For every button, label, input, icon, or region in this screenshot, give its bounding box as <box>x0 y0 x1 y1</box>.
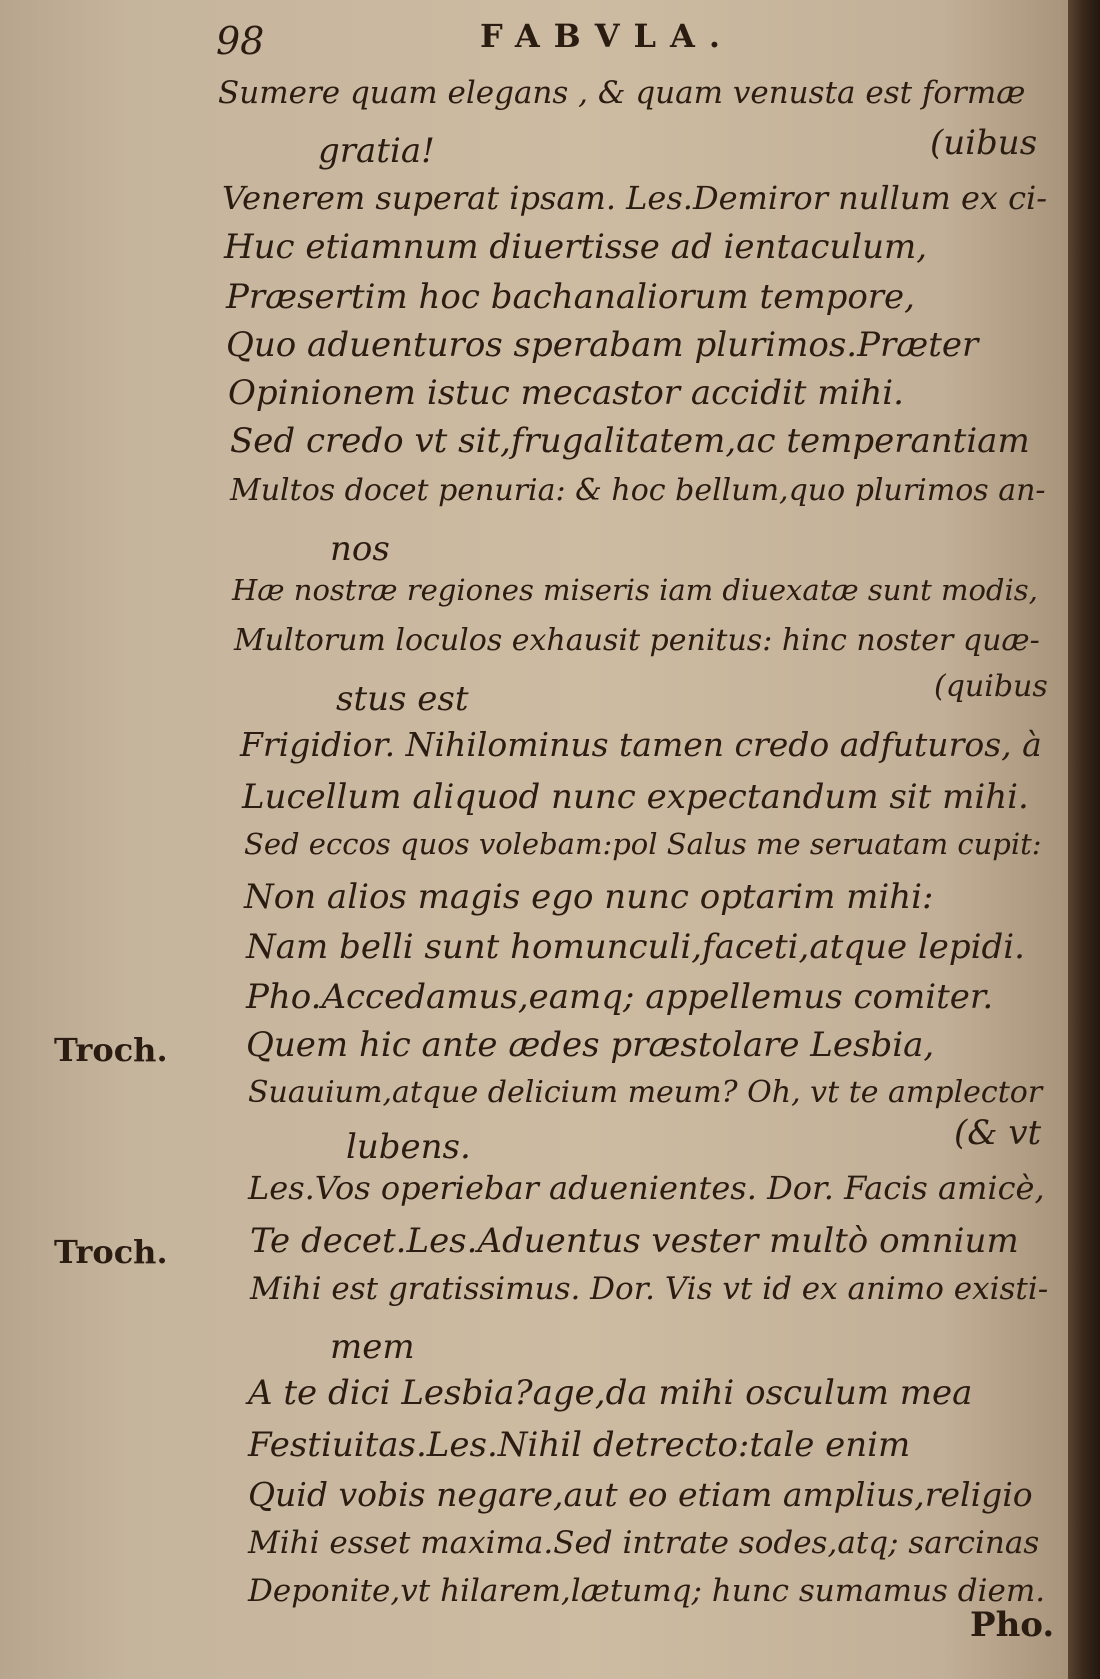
text-line: Deponite,vt hilarem,lætumq; hunc sumamus diem. <box>248 1573 1046 1609</box>
text-line: Mihi esset maxima.Sed intrate sodes,atq; sarcinas <box>248 1525 1040 1561</box>
text-line: Sed credo vt sit,frugalitatem,ac temperantiam <box>230 421 1030 461</box>
text-line: Suauium,atque delicium meum? Oh, vt te amplector <box>248 1075 1043 1110</box>
page-number: 98 <box>216 19 265 63</box>
text-line: Frigidior. Nihilominus tamen credo adfuturos, à <box>240 725 1042 764</box>
catchword: Pho. <box>970 1605 1055 1645</box>
text-line: Quid vobis negare,aut eo etiam amplius,religio <box>248 1475 1033 1514</box>
text-line: Mihi est gratissimus. Dor. Vis vt id ex animo existi- <box>250 1271 1049 1307</box>
text-line: Non alios magis ego nunc optarim mihi: <box>244 877 934 917</box>
margin-note: Troch. <box>54 1031 168 1069</box>
text-line: (quibus <box>934 669 1048 704</box>
text-line: A te dici Lesbia?age,da mihi osculum mea <box>248 1373 973 1413</box>
text-line: Festiuitas.Les.Nihil detrecto:tale enim <box>248 1425 911 1465</box>
text-line: stus est <box>336 679 469 719</box>
book-spine-shadow <box>1068 0 1100 1679</box>
text-line: Venerem superat ipsam. Les.Demiror nullum ex ci- <box>222 179 1048 217</box>
running-head: FABVLA. <box>480 17 735 55</box>
text-line: mem <box>330 1327 415 1367</box>
text-line: Lucellum aliquod nunc expectandum sit mihi. <box>242 777 1029 817</box>
text-line: Pho.Accedamus,eamq; appellemus comiter. <box>246 977 994 1017</box>
page-header <box>0 0 1068 63</box>
text-line: Præsertim hoc bachanaliorum tempore, <box>226 277 915 317</box>
text-line: Nam belli sunt homunculi,faceti,atque lepidi. <box>246 927 1025 967</box>
text-line: Les.Vos operiebar aduenientes. Dor. Facis amicè, <box>248 1169 1045 1207</box>
text-line: Hæ nostræ regiones miseris iam diuexatæ sunt modis, <box>232 573 1038 607</box>
text-line: lubens. <box>346 1127 471 1167</box>
text-line: Sed eccos quos volebam:pol Salus me seruatam cupit: <box>244 827 1042 861</box>
text-line: Multorum loculos exhausit penitus: hinc noster quæ- <box>234 623 1040 658</box>
text-line: (& vt <box>954 1113 1042 1153</box>
text-line: Opinionem istuc mecastor accidit mihi. <box>228 373 904 413</box>
text-line: nos <box>330 529 390 569</box>
text-line: Sumere quam elegans , & quam venusta est formæ <box>218 75 1026 111</box>
text-line: Huc etiamnum diuertisse ad ientaculum, <box>224 227 928 267</box>
text-line: Quo aduenturos sperabam plurimos.Præter <box>226 325 979 365</box>
text-line: (uibus <box>930 123 1038 163</box>
text-line: Multos docet penuria: & hoc bellum,quo plurimos an- <box>230 473 1046 508</box>
text-line: Quem hic ante ædes præstolare Lesbia, <box>246 1025 935 1065</box>
text-line: gratia! <box>318 131 435 171</box>
text-line: Te decet.Les.Aduentus vester multò omnium <box>250 1221 1019 1261</box>
margin-note: Troch. <box>54 1233 168 1271</box>
